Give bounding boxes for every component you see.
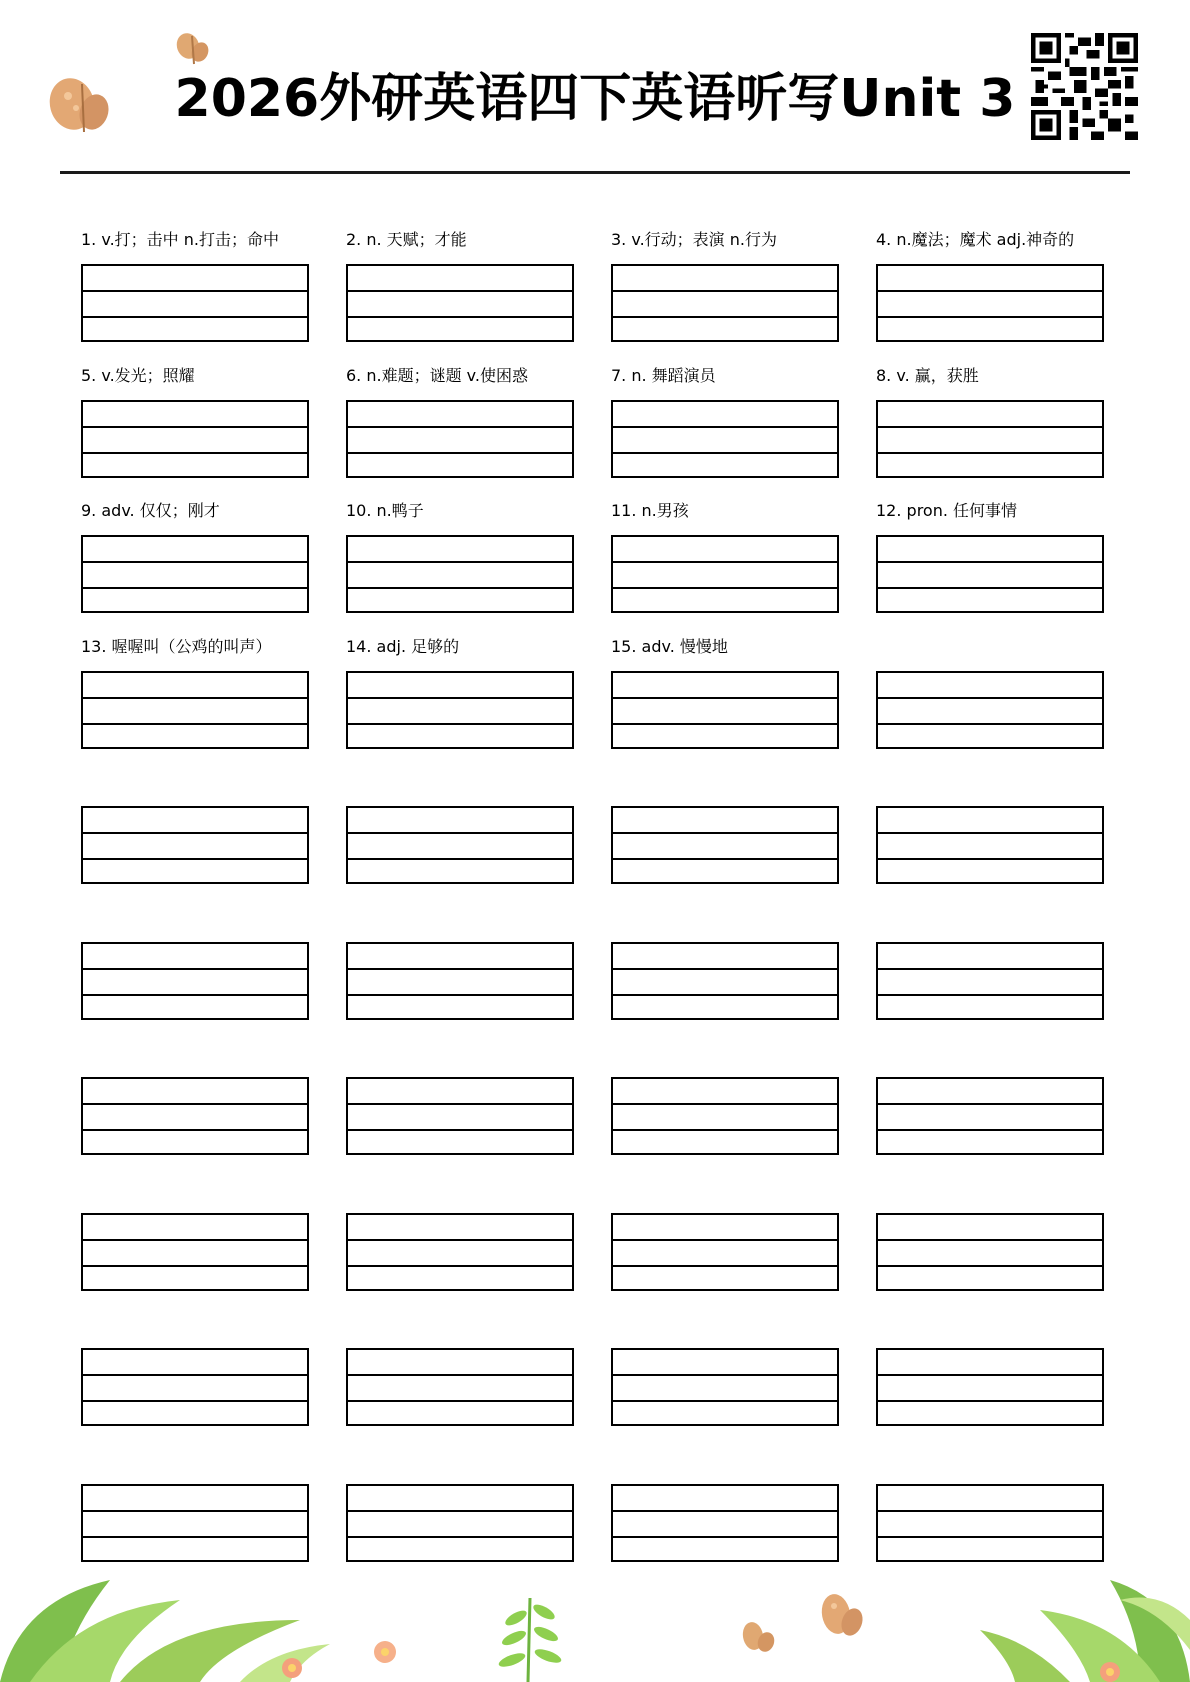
writing-box[interactable] (876, 671, 1104, 749)
qr-code-icon (1031, 33, 1138, 140)
writing-line (613, 858, 837, 860)
item-prompt: 9. adv. 仅仅；刚才 (81, 501, 220, 520)
writing-line (348, 426, 572, 428)
writing-box[interactable] (611, 942, 839, 1020)
writing-line (878, 1400, 1102, 1402)
dictation-item (346, 770, 574, 870)
dictation-item (81, 364, 309, 464)
writing-box[interactable] (81, 1077, 309, 1155)
writing-box[interactable] (346, 1077, 574, 1155)
writing-line (613, 1510, 837, 1512)
writing-line (83, 968, 307, 970)
writing-box[interactable] (346, 535, 574, 613)
dictation-item (876, 228, 1104, 328)
writing-box[interactable] (876, 264, 1104, 342)
writing-line (878, 723, 1102, 725)
fern-bottom-center-icon (488, 1598, 568, 1682)
writing-line (83, 290, 307, 292)
writing-line (83, 832, 307, 834)
writing-box[interactable] (346, 942, 574, 1020)
writing-box[interactable] (876, 942, 1104, 1020)
butterfly-bottom-small-icon (738, 1616, 778, 1660)
writing-line (83, 858, 307, 860)
writing-line (878, 1239, 1102, 1241)
dictation-item (876, 1041, 1104, 1141)
writing-line (613, 290, 837, 292)
dictation-item (611, 906, 839, 1006)
page-title: 2026外研英语四下英语听写Unit 3 (174, 69, 1016, 129)
writing-line (878, 561, 1102, 563)
writing-line (613, 1374, 837, 1376)
writing-line (613, 1536, 837, 1538)
dictation-item (876, 499, 1104, 599)
writing-line (613, 587, 837, 589)
dictation-item (611, 635, 839, 735)
writing-line (878, 452, 1102, 454)
dictation-item (81, 499, 309, 599)
writing-line (348, 697, 572, 699)
writing-box[interactable] (611, 671, 839, 749)
writing-box[interactable] (611, 264, 839, 342)
writing-line (878, 858, 1102, 860)
item-prompt: 2. n. 天赋；才能 (346, 230, 467, 249)
dictation-item (81, 906, 309, 1006)
writing-line (348, 1536, 572, 1538)
writing-box[interactable] (346, 264, 574, 342)
writing-line (83, 1239, 307, 1241)
writing-line (348, 290, 572, 292)
writing-box[interactable] (611, 806, 839, 884)
writing-box[interactable] (876, 1348, 1104, 1426)
leaves-bottom-left-icon (0, 1560, 420, 1682)
writing-line (878, 1103, 1102, 1105)
writing-line (613, 561, 837, 563)
writing-line (83, 1129, 307, 1131)
writing-box[interactable] (81, 1348, 309, 1426)
dictation-item (81, 1448, 309, 1548)
writing-box[interactable] (81, 1213, 309, 1291)
leaves-bottom-right-icon (960, 1560, 1190, 1682)
dictation-item (611, 364, 839, 464)
writing-line (348, 994, 572, 996)
writing-line (878, 1265, 1102, 1267)
writing-line (348, 1374, 572, 1376)
dictation-item (346, 499, 574, 599)
dictation-item (611, 499, 839, 599)
writing-line (613, 968, 837, 970)
dictation-item (81, 770, 309, 870)
dictation-item (81, 1312, 309, 1412)
writing-box[interactable] (81, 535, 309, 613)
writing-line (878, 1374, 1102, 1376)
item-prompt: 15. adv. 慢慢地 (611, 636, 728, 656)
item-prompt: 1. v.打；击中 n.打击；命中 (81, 230, 279, 249)
dictation-item (611, 770, 839, 870)
writing-box[interactable] (611, 535, 839, 613)
writing-line (348, 316, 572, 318)
writing-box[interactable] (81, 671, 309, 749)
writing-box[interactable] (81, 1484, 309, 1562)
writing-box[interactable] (611, 1348, 839, 1426)
dictation-item (876, 1312, 1104, 1412)
writing-line (348, 1510, 572, 1512)
dictation-item (81, 1041, 309, 1141)
writing-line (613, 452, 837, 454)
writing-line (613, 832, 837, 834)
writing-box[interactable] (876, 400, 1104, 478)
item-prompt: 12. pron. 任何事情 (876, 501, 1018, 520)
item-prompt: 14. adj. 足够的 (346, 636, 460, 656)
writing-line (878, 426, 1102, 428)
writing-line (83, 561, 307, 563)
writing-line (348, 858, 572, 860)
writing-line (878, 1510, 1102, 1512)
writing-line (83, 994, 307, 996)
writing-line (83, 697, 307, 699)
butterfly-bottom-large-icon (818, 1588, 868, 1648)
header-divider (60, 171, 1130, 174)
writing-line (83, 1265, 307, 1267)
item-prompt: 6. n.难题；谜题 v.使困惑 (346, 365, 528, 385)
writing-line (348, 561, 572, 563)
writing-box[interactable] (876, 535, 1104, 613)
writing-line (83, 426, 307, 428)
writing-line (348, 1400, 572, 1402)
writing-line (878, 697, 1102, 699)
writing-line (83, 723, 307, 725)
dictation-item (346, 228, 574, 328)
writing-line (613, 1265, 837, 1267)
writing-line (348, 1239, 572, 1241)
dictation-item (611, 1448, 839, 1548)
dictation-item (876, 906, 1104, 1006)
item-prompt: 4. n.魔法；魔术 adj.神奇的 (876, 230, 1075, 249)
writing-box[interactable] (346, 1348, 574, 1426)
item-prompt: 7. n. 舞蹈演员 (611, 365, 716, 385)
writing-line (348, 832, 572, 834)
item-prompt: 10. n.鸭子 (346, 501, 424, 520)
writing-box[interactable] (346, 671, 574, 749)
writing-line (348, 1103, 572, 1105)
dictation-item (346, 906, 574, 1006)
dictation-item (81, 1177, 309, 1277)
writing-box[interactable] (346, 1213, 574, 1291)
writing-line (348, 587, 572, 589)
writing-line (878, 832, 1102, 834)
writing-line (613, 723, 837, 725)
dictation-item (611, 228, 839, 328)
writing-line (613, 316, 837, 318)
writing-line (613, 1103, 837, 1105)
item-prompt: 11. n.男孩 (611, 501, 689, 520)
writing-box[interactable] (876, 1213, 1104, 1291)
writing-box[interactable] (876, 1484, 1104, 1562)
writing-line (348, 723, 572, 725)
writing-line (348, 1265, 572, 1267)
dictation-item (876, 1177, 1104, 1277)
writing-line (878, 1536, 1102, 1538)
writing-line (613, 1239, 837, 1241)
writing-box[interactable] (81, 942, 309, 1020)
writing-line (83, 316, 307, 318)
writing-line (83, 587, 307, 589)
writing-line (83, 452, 307, 454)
item-prompt: 5. v.发光；照耀 (81, 365, 195, 385)
dictation-item (876, 770, 1104, 870)
writing-line (83, 1536, 307, 1538)
dictation-item (611, 1041, 839, 1141)
writing-line (348, 452, 572, 454)
writing-line (878, 587, 1102, 589)
dictation-item (81, 635, 309, 735)
writing-line (83, 1510, 307, 1512)
writing-line (878, 994, 1102, 996)
writing-line (613, 994, 837, 996)
dictation-item (346, 635, 574, 735)
writing-line (878, 290, 1102, 292)
writing-box[interactable] (876, 1077, 1104, 1155)
writing-box[interactable] (346, 400, 574, 478)
writing-box[interactable] (611, 1484, 839, 1562)
writing-line (878, 1129, 1102, 1131)
writing-box[interactable] (611, 400, 839, 478)
writing-line (613, 697, 837, 699)
writing-line (613, 1400, 837, 1402)
writing-box[interactable] (611, 1077, 839, 1155)
writing-line (348, 1129, 572, 1131)
writing-box[interactable] (81, 806, 309, 884)
writing-box[interactable] (346, 806, 574, 884)
dictation-item (876, 635, 1104, 735)
writing-line (348, 968, 572, 970)
dictation-item (876, 364, 1104, 464)
dictation-item (611, 1312, 839, 1412)
dictation-item (346, 1312, 574, 1412)
dictation-item (346, 1448, 574, 1548)
item-prompt: 13. 喔喔叫（公鸡的叫声） (81, 636, 272, 656)
dictation-item (81, 228, 309, 328)
writing-line (83, 1103, 307, 1105)
writing-line (83, 1400, 307, 1402)
writing-box[interactable] (346, 1484, 574, 1562)
writing-line (613, 426, 837, 428)
writing-line (613, 1129, 837, 1131)
dictation-item (611, 1177, 839, 1277)
dictation-item (346, 364, 574, 464)
writing-line (878, 316, 1102, 318)
writing-box[interactable] (81, 264, 309, 342)
item-prompt: 8. v. 赢，获胜 (876, 365, 979, 385)
writing-line (83, 1374, 307, 1376)
writing-box[interactable] (876, 806, 1104, 884)
writing-line (878, 968, 1102, 970)
dictation-item (876, 1448, 1104, 1548)
dictation-item (346, 1041, 574, 1141)
writing-box[interactable] (81, 400, 309, 478)
dictation-item (346, 1177, 574, 1277)
writing-box[interactable] (611, 1213, 839, 1291)
item-prompt: 3. v.行动；表演 n.行为 (611, 230, 777, 249)
